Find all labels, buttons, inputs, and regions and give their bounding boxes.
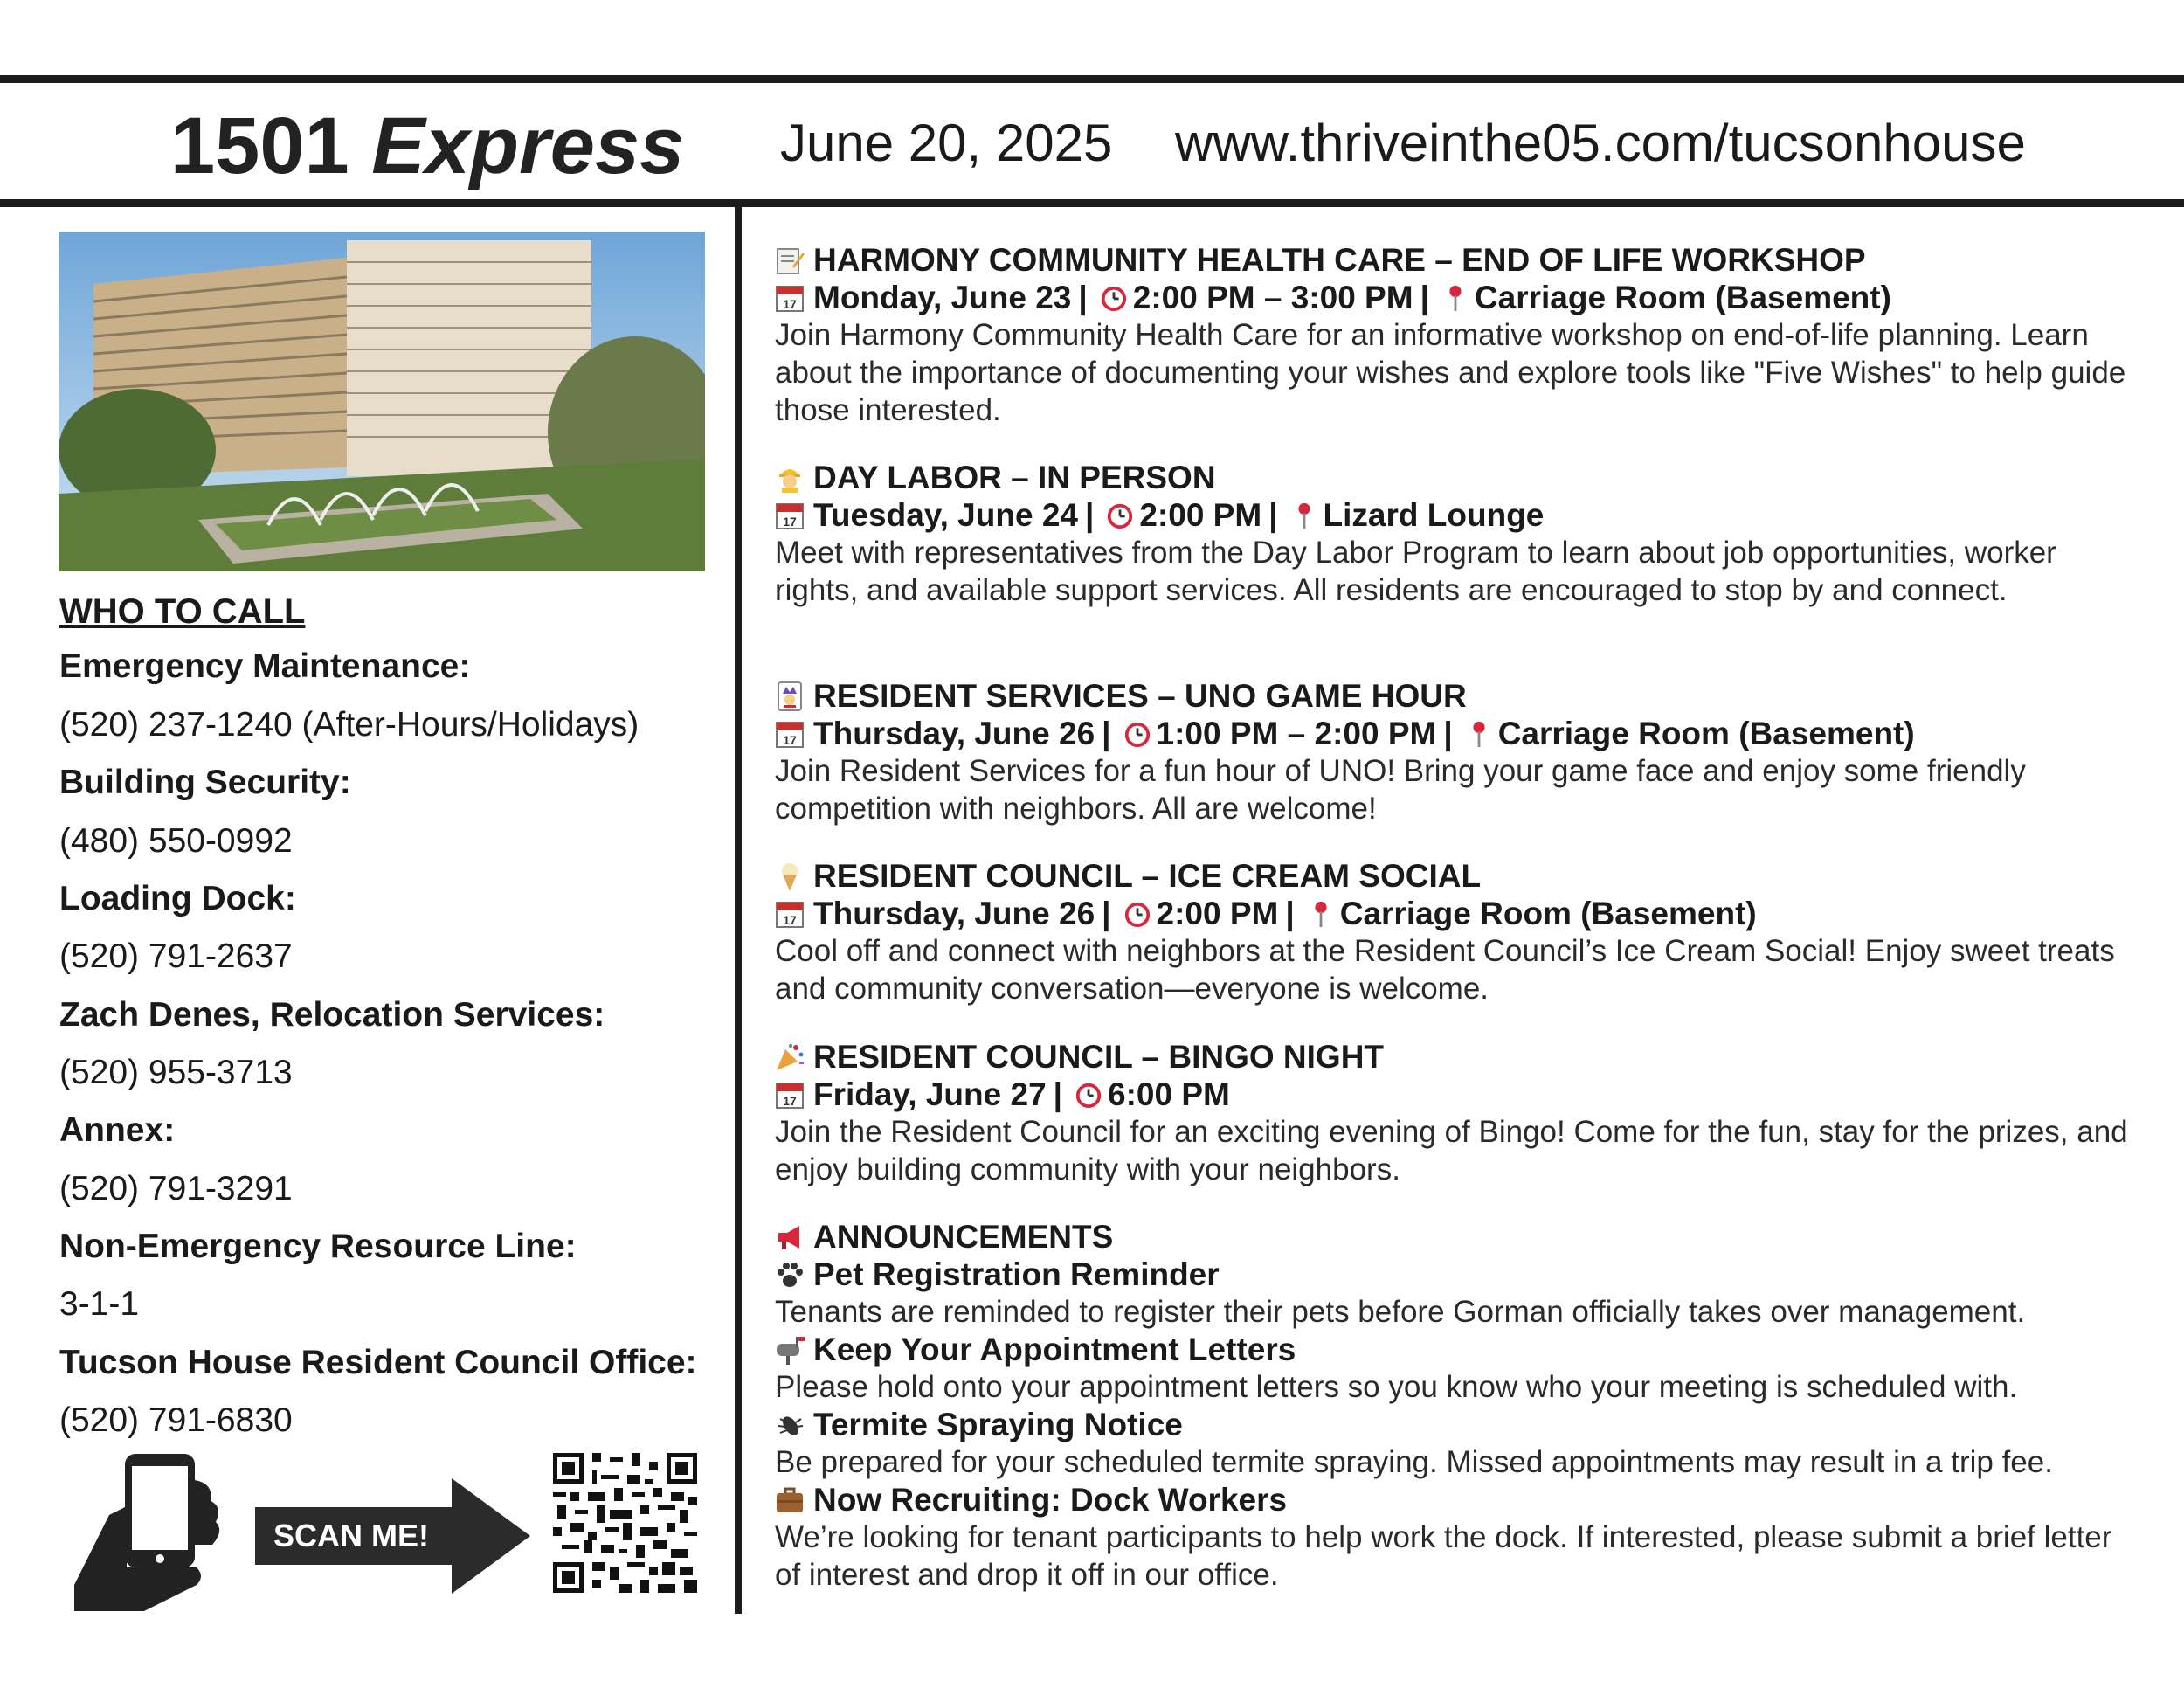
event-block: HARMONY COMMUNITY HEALTH CARE – END OF LIFE WORKSHOP 17 Monday, June 23 | 2:00 PM – 3:00 PM | Carriage Room (Basement) Join Harmony Community Health Care for an informative workshop on end-of-life planning. Learn about the importance of documenting your wishes and explore tools like "Five Wishes" to help guide those interested. xyxy=(775,241,2138,429)
scan-me-arrow xyxy=(255,1478,530,1598)
event-location: Carriage Room (Basement) xyxy=(1474,280,1891,315)
alarm-clock-icon xyxy=(1123,899,1151,929)
newsletter-title: 1501 Express xyxy=(170,101,685,190)
event-block: RESIDENT COUNCIL – BINGO NIGHT 17 Friday, June 27 | 6:00 PM Join the Resident Council for an exciting evening of Bingo! Come for the fun, stay for the prizes, and enjoy building community with your neighbors. xyxy=(775,1038,2138,1188)
calendar-icon xyxy=(775,719,805,749)
contact-phone[interactable]: (520) 791-2637 xyxy=(59,937,293,975)
contact-label: Building Security: xyxy=(59,764,351,801)
calendar-icon xyxy=(775,1080,805,1110)
announcement-text: We’re looking for tenant participants to help work the dock. If interested, please submit a brief letter of interest and drop it off in our office. xyxy=(775,1520,2112,1592)
event-title: RESIDENT COUNCIL – BINGO NIGHT xyxy=(813,1039,1385,1075)
event-day: Tuesday, June 24 xyxy=(813,497,1078,533)
event-description: Meet with representatives from the Day Labor Program to learn about job opportunities, worker rights, and available support services. All residents are encouraged to stop by and connect. xyxy=(775,536,2056,607)
contact-label: Emergency Maintenance: xyxy=(59,647,471,685)
svg-text:17: 17 xyxy=(783,296,797,311)
header-bottom-rule xyxy=(0,199,2184,207)
pin-icon xyxy=(1307,899,1335,929)
briefcase-icon xyxy=(775,1485,805,1515)
alarm-clock-icon xyxy=(1106,501,1134,530)
column-divider xyxy=(735,207,742,1614)
announcements-section xyxy=(775,1218,2138,1594)
event-description: Join Harmony Community Health Care for an informative workshop on end-of-life planning. Learn about the importance of documenting your wishes and explore tools like "Five Wishes" to help guide those interested. xyxy=(775,318,2126,427)
event-title: HARMONY COMMUNITY HEALTH CARE – END OF LIFE WORKSHOP xyxy=(813,242,1866,278)
event-location: Lizard Lounge xyxy=(1323,497,1545,533)
event-title: RESIDENT SERVICES – UNO GAME HOUR xyxy=(813,678,1467,714)
announcement-title: Now Recruiting: Dock Workers xyxy=(813,1482,1288,1518)
contact-label: Annex: xyxy=(59,1111,176,1149)
event-title: DAY LABOR – IN PERSON xyxy=(813,460,1216,495)
alarm-clock-icon xyxy=(1075,1080,1102,1110)
event-time: 2:00 PM – 3:00 PM xyxy=(1132,280,1413,315)
contact-phone[interactable]: (520) 955-3713 xyxy=(59,1054,293,1091)
worker-icon xyxy=(775,463,805,493)
svg-text:17: 17 xyxy=(783,1093,797,1108)
announcement-text: Tenants are reminded to register their pets before Gorman officially takes over management. xyxy=(775,1295,2026,1329)
ice-cream-icon xyxy=(775,861,805,891)
phone-in-hand-icon xyxy=(74,1454,223,1615)
top-rule xyxy=(0,75,2184,83)
tucson-house-photo xyxy=(59,232,705,571)
pin-icon xyxy=(1465,719,1493,749)
announcement-text: Please hold onto your appointment letters so you know who your meeting is scheduled with. xyxy=(775,1370,2018,1404)
svg-text:17: 17 xyxy=(783,514,797,529)
contact-label: Tucson House Resident Council Office: xyxy=(59,1344,697,1381)
event-block: DAY LABOR – IN PERSON 17 Tuesday, June 24 | 2:00 PM | Lizard Lounge Meet with representatives from the Day Labor Program to learn about job opportunities, worker rights, and available support services. All residents are encouraged to stop by and connect. xyxy=(775,459,2138,609)
event-time: 2:00 PM xyxy=(1139,497,1262,533)
megaphone-icon xyxy=(775,1222,805,1252)
scan-me-label: SCAN ME! xyxy=(273,1518,429,1553)
issue-date: June 20, 2025 xyxy=(780,114,1113,172)
alarm-clock-icon xyxy=(1123,719,1151,749)
joker-card-icon xyxy=(775,681,805,711)
event-description: Join Resident Services for a fun hour of UNO! Bring your game face and enjoy some friendly competition with neighbors. All are welcome! xyxy=(775,754,2026,826)
contact-phone[interactable]: (520) 791-6830 xyxy=(59,1401,293,1439)
event-description: Cool off and connect with neighbors at the Resident Council’s Ice Cream Social! Enjoy sweet treats and community conversation—everyone is welcome. xyxy=(775,934,2115,1006)
qr-code[interactable] xyxy=(553,1453,697,1597)
calendar-icon xyxy=(775,283,805,313)
calendar-icon xyxy=(775,501,805,530)
announcements-heading: ANNOUNCEMENTS xyxy=(813,1219,1114,1255)
mailbox-icon xyxy=(775,1335,805,1365)
alarm-clock-icon xyxy=(1100,283,1128,313)
paw-icon xyxy=(775,1260,805,1290)
announcement-text: Be prepared for your scheduled termite spraying. Missed appointments may result in a trip fee. xyxy=(775,1445,2053,1479)
event-location: Carriage Room (Basement) xyxy=(1339,896,1757,931)
bug-icon xyxy=(775,1410,805,1440)
svg-text:17: 17 xyxy=(783,912,797,927)
svg-text:17: 17 xyxy=(783,732,797,747)
event-description: Join the Resident Council for an exciting evening of Bingo! Come for the fun, stay for the prizes, and enjoy building community with your neighbors. xyxy=(775,1115,2128,1186)
contact-phone[interactable]: (480) 550-0992 xyxy=(59,822,293,860)
contact-phone[interactable]: (520) 791-3291 xyxy=(59,1170,293,1207)
event-time: 6:00 PM xyxy=(1108,1076,1230,1112)
event-day: Thursday, June 26 xyxy=(813,716,1095,751)
announcement-title: Pet Registration Reminder xyxy=(813,1256,1220,1292)
event-time: 2:00 PM xyxy=(1156,896,1279,931)
event-day: Thursday, June 26 xyxy=(813,896,1095,931)
contact-label: Loading Dock: xyxy=(59,880,296,917)
pin-icon xyxy=(1441,283,1469,313)
website-link[interactable]: www.thriveinthe05.com/tucsonhouse xyxy=(1175,114,2026,172)
event-block: RESIDENT SERVICES – UNO GAME HOUR 17 Thursday, June 26 | 1:00 PM – 2:00 PM | Carriage Room (Basement) Join Resident Services for a fun hour of UNO! Bring your game face and enjoy some friendly competition with neighbors. All are welcome! xyxy=(775,677,2138,827)
announcement-title: Termite Spraying Notice xyxy=(813,1407,1183,1442)
who-to-call-heading: WHO TO CALL xyxy=(59,592,306,631)
event-time: 1:00 PM – 2:00 PM xyxy=(1156,716,1437,751)
contact-phone[interactable]: (520) 237-1240 (After-Hours/Holidays) xyxy=(59,706,639,744)
contact-label: Zach Denes, Relocation Services: xyxy=(59,996,605,1034)
pin-icon xyxy=(1290,501,1318,530)
contact-label: Non-Emergency Resource Line: xyxy=(59,1228,577,1265)
announcement-title: Keep Your Appointment Letters xyxy=(813,1332,1296,1367)
event-title: RESIDENT COUNCIL – ICE CREAM SOCIAL xyxy=(813,858,1482,894)
event-day: Friday, June 27 xyxy=(813,1076,1047,1112)
event-day: Monday, June 23 xyxy=(813,280,1072,315)
memo-icon xyxy=(775,246,805,275)
event-block: RESIDENT COUNCIL – ICE CREAM SOCIAL 17 Thursday, June 26 | 2:00 PM | Carriage Room (Basement) Cool off and connect with neighbors at the Resident Council’s Ice Cream Social! Enjoy sweet treats and community conversation—everyone is welcome. xyxy=(775,857,2138,1007)
event-location: Carriage Room (Basement) xyxy=(1497,716,1915,751)
calendar-icon xyxy=(775,899,805,929)
contact-phone[interactable]: 3-1-1 xyxy=(59,1285,140,1323)
party-popper-icon xyxy=(775,1042,805,1072)
